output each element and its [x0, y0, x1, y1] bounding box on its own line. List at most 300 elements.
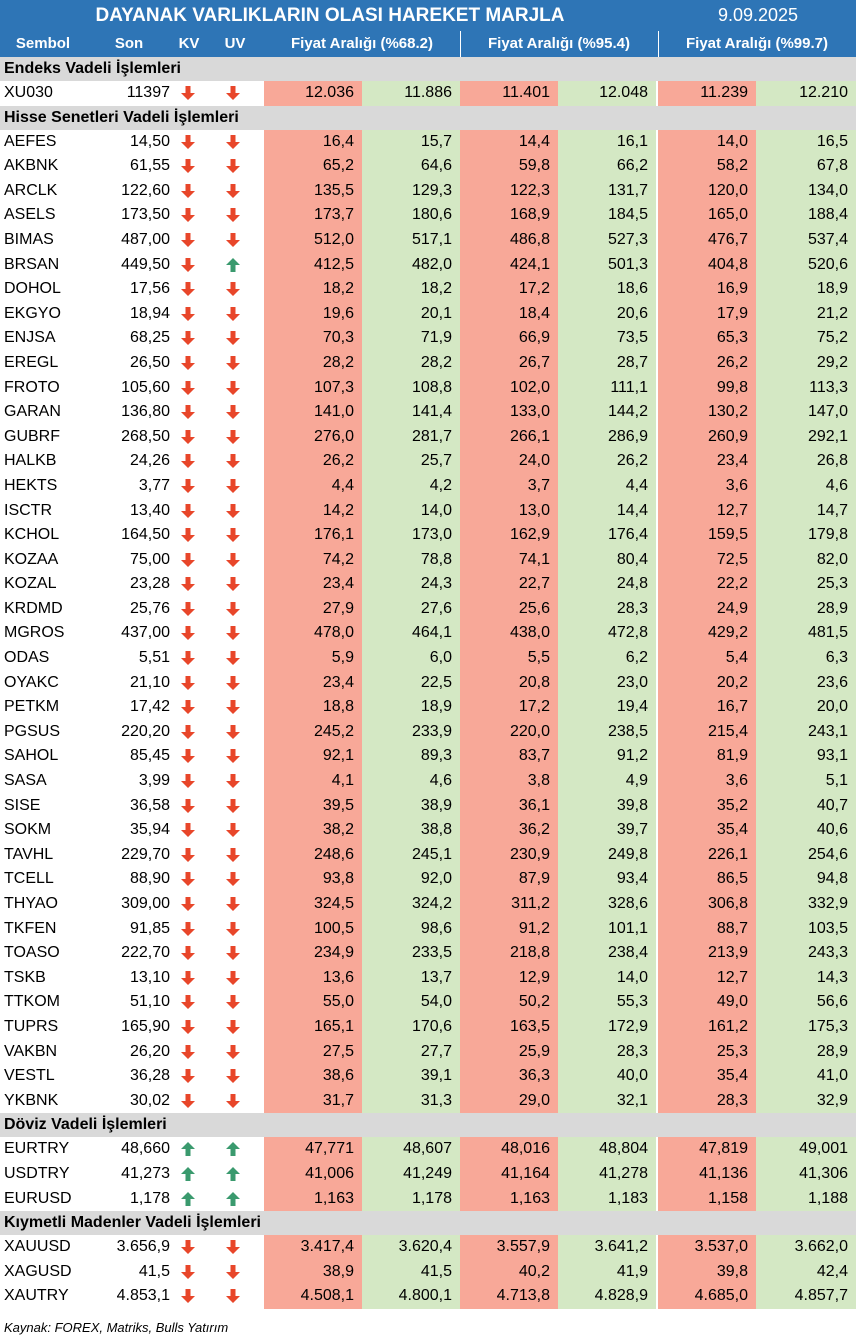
range-high-cell: 147,0	[756, 400, 856, 425]
arrow-down-icon	[222, 499, 244, 524]
section-header: Döviz Vadeli İşlemleri	[0, 1113, 856, 1137]
range-high-cell: 24,8	[558, 572, 656, 597]
arrow-down-icon	[222, 941, 244, 966]
range-high-cell: 292,1	[756, 425, 856, 450]
symbol-cell: EREGL	[4, 353, 59, 371]
arrow-down-icon	[177, 1015, 199, 1040]
last-price-cell: 437,00	[121, 624, 170, 642]
arrow-down-icon	[177, 277, 199, 302]
range-low-cell: 20,2	[658, 671, 756, 696]
range-low-cell: 22,2	[658, 572, 756, 597]
last-price-cell: 61,55	[129, 157, 170, 175]
range-low-cell: 266,1	[460, 425, 558, 450]
range-low-cell: 59,8	[460, 154, 558, 179]
range-low-cell: 25,6	[460, 597, 558, 622]
range-high-cell: 40,6	[756, 818, 856, 843]
range-high-cell: 41,0	[756, 1064, 856, 1089]
range-low-cell: 92,1	[264, 744, 362, 769]
range-high-cell: 170,6	[362, 1015, 460, 1040]
last-price-cell: 18,94	[129, 304, 170, 322]
table-row	[0, 523, 856, 548]
arrow-down-icon	[177, 966, 199, 991]
range-high-cell: 238,5	[558, 720, 656, 745]
range-low-cell: 1,163	[264, 1187, 362, 1212]
range-low-cell: 41,136	[658, 1162, 756, 1187]
last-price-cell: 68,25	[129, 329, 170, 347]
range-low-cell: 14,2	[264, 499, 362, 524]
last-price-cell: 17,42	[129, 698, 170, 716]
table-row	[0, 917, 856, 942]
last-price-cell: 222,70	[121, 944, 170, 962]
range-low-cell: 3,8	[460, 769, 558, 794]
range-low-cell: 4.508,1	[264, 1284, 362, 1309]
table-row	[0, 1162, 856, 1187]
arrow-down-icon	[222, 449, 244, 474]
symbol-cell: TSKB	[4, 968, 46, 986]
section-header: Endeks Vadeli İşlemleri	[0, 57, 856, 81]
symbol-cell: ISCTR	[4, 501, 52, 519]
range-low-cell: 47,771	[264, 1137, 362, 1162]
table-row	[0, 400, 856, 425]
range-low-cell: 31,7	[264, 1089, 362, 1114]
range-high-cell: 41,5	[362, 1260, 460, 1285]
range-high-cell: 41,306	[756, 1162, 856, 1187]
arrow-down-icon	[177, 179, 199, 204]
range-high-cell: 520,6	[756, 253, 856, 278]
last-price-cell: 487,00	[121, 230, 170, 248]
last-price-cell: 21,10	[129, 673, 170, 691]
last-price-cell: 48,660	[121, 1140, 170, 1158]
last-price-cell: 4.853,1	[116, 1287, 170, 1305]
range-low-cell: 248,6	[264, 843, 362, 868]
symbol-cell: XAUTRY	[4, 1287, 69, 1305]
range-low-cell: 39,8	[658, 1260, 756, 1285]
range-low-cell: 13,0	[460, 499, 558, 524]
range-high-cell: 22,5	[362, 671, 460, 696]
arrow-down-icon	[222, 695, 244, 720]
table-row	[0, 474, 856, 499]
range-low-cell: 47,819	[658, 1137, 756, 1162]
range-low-cell: 230,9	[460, 843, 558, 868]
header-uv: UV	[224, 35, 246, 52]
arrow-down-icon	[177, 572, 199, 597]
symbol-cell: TKFEN	[4, 919, 57, 937]
range-low-cell: 120,0	[658, 179, 756, 204]
arrow-down-icon	[222, 720, 244, 745]
range-high-cell: 6,3	[756, 646, 856, 671]
range-low-cell: 141,0	[264, 400, 362, 425]
arrow-down-icon	[222, 351, 244, 376]
range-high-cell: 131,7	[558, 179, 656, 204]
range-high-cell: 19,4	[558, 695, 656, 720]
range-high-cell: 111,1	[558, 376, 656, 401]
range-low-cell: 26,7	[460, 351, 558, 376]
range-low-cell: 36,1	[460, 794, 558, 819]
table-row	[0, 326, 856, 351]
arrow-down-icon	[177, 917, 199, 942]
arrow-down-icon	[177, 154, 199, 179]
range-low-cell: 81,9	[658, 744, 756, 769]
arrow-down-icon	[177, 449, 199, 474]
range-high-cell: 48,607	[362, 1137, 460, 1162]
symbol-cell: THYAO	[4, 895, 58, 912]
range-high-cell: 4.857,7	[756, 1284, 856, 1309]
range-high-cell: 286,9	[558, 425, 656, 450]
arrow-down-icon	[222, 843, 244, 868]
symbol-cell: BRSAN	[4, 255, 60, 273]
range-high-cell: 16,5	[756, 130, 856, 155]
arrow-down-icon	[177, 1260, 199, 1285]
range-high-cell: 28,2	[362, 351, 460, 376]
range-low-cell: 4.685,0	[658, 1284, 756, 1309]
range-low-cell: 220,0	[460, 720, 558, 745]
arrow-down-icon	[177, 892, 199, 917]
range-low-cell: 4,4	[264, 474, 362, 499]
arrow-down-icon	[177, 646, 199, 671]
symbol-cell: FROTO	[4, 378, 60, 396]
range-low-cell: 173,7	[264, 203, 362, 228]
range-low-cell: 3.557,9	[460, 1235, 558, 1260]
range-high-cell: 23,6	[756, 671, 856, 696]
last-price-cell: 24,26	[129, 452, 170, 470]
range-high-cell: 27,7	[362, 1040, 460, 1065]
range-high-cell: 67,8	[756, 154, 856, 179]
range-high-cell: 6,2	[558, 646, 656, 671]
range-high-cell: 173,0	[362, 523, 460, 548]
arrow-down-icon	[177, 474, 199, 499]
range-low-cell: 26,2	[264, 449, 362, 474]
table-row	[0, 81, 856, 106]
range-high-cell: 39,1	[362, 1064, 460, 1089]
table-row	[0, 179, 856, 204]
table-row	[0, 154, 856, 179]
range-low-cell: 29,0	[460, 1089, 558, 1114]
range-high-cell: 21,2	[756, 302, 856, 327]
range-low-cell: 70,3	[264, 326, 362, 351]
arrow-down-icon	[222, 302, 244, 327]
range-high-cell: 324,2	[362, 892, 460, 917]
range-low-cell: 5,5	[460, 646, 558, 671]
range-high-cell: 176,4	[558, 523, 656, 548]
last-price-cell: 11397	[126, 84, 170, 101]
range-low-cell: 74,2	[264, 548, 362, 573]
header-range-954: Fiyat Aralığı (%95.4)	[488, 35, 630, 52]
title-bar	[0, 0, 856, 31]
arrow-down-icon	[177, 1064, 199, 1089]
last-price-cell: 91,85	[129, 919, 170, 937]
table-row	[0, 1040, 856, 1065]
range-high-cell: 40,0	[558, 1064, 656, 1089]
header-sembol: Sembol	[15, 35, 71, 52]
arrow-down-icon	[222, 1235, 244, 1260]
range-high-cell: 14,0	[362, 499, 460, 524]
range-high-cell: 25,3	[756, 572, 856, 597]
range-high-cell: 20,0	[756, 695, 856, 720]
arrow-down-icon	[222, 1015, 244, 1040]
table-row	[0, 720, 856, 745]
symbol-cell: YKBNK	[4, 1091, 59, 1109]
arrow-down-icon	[222, 621, 244, 646]
range-low-cell: 3.417,4	[264, 1235, 362, 1260]
range-high-cell: 527,3	[558, 228, 656, 253]
last-price-cell: 309,00	[121, 895, 170, 912]
range-low-cell: 24,9	[658, 597, 756, 622]
last-price-cell: 220,20	[121, 722, 170, 740]
arrow-down-icon	[177, 621, 199, 646]
range-low-cell: 55,0	[264, 990, 362, 1015]
arrow-down-icon	[177, 695, 199, 720]
table-row	[0, 228, 856, 253]
last-price-cell: 51,10	[129, 993, 170, 1011]
range-high-cell: 113,3	[756, 376, 856, 401]
range-low-cell: 28,2	[264, 351, 362, 376]
range-high-cell: 464,1	[362, 621, 460, 646]
range-low-cell: 1,163	[460, 1187, 558, 1212]
arrow-down-icon	[222, 400, 244, 425]
symbol-cell: EURTRY	[4, 1140, 70, 1158]
range-low-cell: 165,1	[264, 1015, 362, 1040]
range-low-cell: 99,8	[658, 376, 756, 401]
arrow-down-icon	[177, 867, 199, 892]
range-high-cell: 472,8	[558, 621, 656, 646]
arrow-down-icon	[222, 326, 244, 351]
arrow-down-icon	[222, 474, 244, 499]
report-date: 9.09.2025	[717, 5, 799, 25]
symbol-cell: XU030	[4, 84, 53, 101]
range-low-cell: 3,6	[658, 474, 756, 499]
range-low-cell: 12,9	[460, 966, 558, 991]
range-high-cell: 238,4	[558, 941, 656, 966]
range-high-cell: 4,9	[558, 769, 656, 794]
arrow-down-icon	[177, 843, 199, 868]
range-low-cell: 12,7	[658, 499, 756, 524]
range-high-cell: 332,9	[756, 892, 856, 917]
range-low-cell: 49,0	[658, 990, 756, 1015]
symbol-cell: TCELL	[4, 870, 54, 888]
range-low-cell: 245,2	[264, 720, 362, 745]
arrow-down-icon	[222, 744, 244, 769]
range-low-cell: 74,1	[460, 548, 558, 573]
range-high-cell: 32,9	[756, 1089, 856, 1114]
symbol-cell: KOZAL	[4, 575, 57, 593]
last-price-cell: 35,94	[129, 821, 170, 839]
range-low-cell: 162,9	[460, 523, 558, 548]
symbol-cell: GARAN	[4, 403, 61, 421]
table-row	[0, 818, 856, 843]
table-row	[0, 203, 856, 228]
arrow-up-icon	[177, 1137, 199, 1162]
table-row	[0, 621, 856, 646]
range-high-cell: 75,2	[756, 326, 856, 351]
range-low-cell: 23,4	[264, 572, 362, 597]
table-row	[0, 1137, 856, 1162]
range-high-cell: 39,7	[558, 818, 656, 843]
last-price-cell: 136,80	[121, 403, 170, 421]
range-low-cell: 3,6	[658, 769, 756, 794]
table-row	[0, 990, 856, 1015]
symbol-cell: VESTL	[4, 1067, 55, 1085]
range-high-cell: 42,4	[756, 1260, 856, 1285]
range-high-cell: 4.828,9	[558, 1284, 656, 1309]
range-high-cell: 73,5	[558, 326, 656, 351]
range-low-cell: 159,5	[658, 523, 756, 548]
symbol-cell: PGSUS	[4, 722, 61, 740]
last-price-cell: 75,00	[129, 550, 170, 568]
arrow-down-icon	[177, 818, 199, 843]
table-row	[0, 1260, 856, 1285]
range-low-cell: 17,9	[658, 302, 756, 327]
table-row	[0, 867, 856, 892]
range-high-cell: 243,1	[756, 720, 856, 745]
range-high-cell: 108,8	[362, 376, 460, 401]
range-low-cell: 65,2	[264, 154, 362, 179]
range-low-cell: 476,7	[658, 228, 756, 253]
range-high-cell: 129,3	[362, 179, 460, 204]
range-high-cell: 501,3	[558, 253, 656, 278]
range-high-cell: 93,1	[756, 744, 856, 769]
range-high-cell: 41,9	[558, 1260, 656, 1285]
range-low-cell: 17,2	[460, 277, 558, 302]
symbol-cell: VAKBN	[4, 1042, 58, 1060]
table-row	[0, 646, 856, 671]
last-price-cell: 25,76	[129, 599, 170, 617]
symbol-cell: DOHOL	[4, 280, 61, 298]
last-price-cell: 17,56	[129, 280, 170, 298]
range-high-cell: 28,7	[558, 351, 656, 376]
range-high-cell: 281,7	[362, 425, 460, 450]
range-low-cell: 478,0	[264, 621, 362, 646]
last-price-cell: 164,50	[121, 526, 170, 544]
range-low-cell: 135,5	[264, 179, 362, 204]
arrow-down-icon	[177, 376, 199, 401]
arrow-down-icon	[177, 548, 199, 573]
arrow-down-icon	[177, 720, 199, 745]
range-low-cell: 16,9	[658, 277, 756, 302]
table-row	[0, 130, 856, 155]
range-low-cell: 36,2	[460, 818, 558, 843]
symbol-cell: BIMAS	[4, 230, 54, 248]
range-high-cell: 98,6	[362, 917, 460, 942]
last-price-cell: 26,20	[129, 1042, 170, 1060]
range-low-cell: 213,9	[658, 941, 756, 966]
range-high-cell: 4,4	[558, 474, 656, 499]
table-row	[0, 769, 856, 794]
header-range-682: Fiyat Aralığı (%68.2)	[291, 35, 433, 52]
range-high-cell: 180,6	[362, 203, 460, 228]
arrow-down-icon	[222, 966, 244, 991]
symbol-cell: KRDMD	[4, 599, 63, 617]
range-high-cell: 28,9	[756, 597, 856, 622]
range-low-cell: 215,4	[658, 720, 756, 745]
range-high-cell: 28,9	[756, 1040, 856, 1065]
symbol-cell: KOZAA	[4, 550, 59, 568]
table-row	[0, 1015, 856, 1040]
last-price-cell: 85,45	[129, 747, 170, 765]
range-low-cell: 23,4	[264, 671, 362, 696]
arrow-up-icon	[222, 1162, 244, 1187]
range-low-cell: 25,9	[460, 1040, 558, 1065]
range-low-cell: 41,006	[264, 1162, 362, 1187]
arrow-down-icon	[222, 990, 244, 1015]
range-low-cell: 12.036	[264, 81, 362, 106]
table-row	[0, 1064, 856, 1089]
range-high-cell: 13,7	[362, 966, 460, 991]
range-low-cell: 25,3	[658, 1040, 756, 1065]
range-low-cell: 11.239	[658, 81, 756, 106]
arrow-down-icon	[177, 1040, 199, 1065]
table-row	[0, 425, 856, 450]
symbol-cell: USDTRY	[4, 1164, 70, 1182]
header-divider	[460, 31, 461, 57]
last-price-cell: 14,50	[129, 132, 170, 150]
last-price-cell: 105,60	[121, 378, 170, 396]
range-high-cell: 91,2	[558, 744, 656, 769]
range-low-cell: 133,0	[460, 400, 558, 425]
range-high-cell: 15,7	[362, 130, 460, 155]
last-price-cell: 449,50	[121, 255, 170, 273]
arrow-down-icon	[222, 154, 244, 179]
arrow-down-icon	[222, 228, 244, 253]
arrow-down-icon	[177, 990, 199, 1015]
last-price-cell: 26,50	[129, 353, 170, 371]
header-kv: KV	[178, 35, 200, 52]
symbol-cell: EKGYO	[4, 304, 61, 322]
range-low-cell: 38,2	[264, 818, 362, 843]
range-low-cell: 5,4	[658, 646, 756, 671]
symbol-cell: ENJSA	[4, 329, 56, 347]
symbol-cell: MGROS	[4, 624, 65, 642]
symbol-cell: AEFES	[4, 132, 57, 150]
last-price-cell: 41,5	[138, 1262, 170, 1280]
table-row	[0, 744, 856, 769]
arrow-down-icon	[177, 400, 199, 425]
arrow-down-icon	[222, 769, 244, 794]
range-low-cell: 324,5	[264, 892, 362, 917]
range-low-cell: 93,8	[264, 867, 362, 892]
section-header: Kıymetli Madenler Vadeli İşlemleri	[0, 1211, 856, 1235]
arrow-down-icon	[222, 1064, 244, 1089]
range-low-cell: 306,8	[658, 892, 756, 917]
range-low-cell: 14,4	[460, 130, 558, 155]
range-high-cell: 18,2	[362, 277, 460, 302]
symbol-cell: HALKB	[4, 452, 57, 470]
range-low-cell: 4.713,8	[460, 1284, 558, 1309]
range-low-cell: 122,3	[460, 179, 558, 204]
symbol-cell: SAHOL	[4, 747, 59, 765]
range-low-cell: 5,9	[264, 646, 362, 671]
range-high-cell: 4,6	[756, 474, 856, 499]
range-high-cell: 101,1	[558, 917, 656, 942]
range-high-cell: 3.662,0	[756, 1235, 856, 1260]
range-low-cell: 276,0	[264, 425, 362, 450]
range-high-cell: 1,188	[756, 1187, 856, 1212]
last-price-cell: 41,273	[121, 1164, 170, 1182]
range-low-cell: 27,5	[264, 1040, 362, 1065]
range-low-cell: 91,2	[460, 917, 558, 942]
symbol-cell: XAGUSD	[4, 1262, 72, 1280]
range-low-cell: 35,4	[658, 1064, 756, 1089]
range-high-cell: 537,4	[756, 228, 856, 253]
last-price-cell: 36,58	[129, 796, 170, 814]
range-high-cell: 78,8	[362, 548, 460, 573]
range-high-cell: 14,0	[558, 966, 656, 991]
range-high-cell: 48,804	[558, 1137, 656, 1162]
table-row	[0, 572, 856, 597]
arrow-down-icon	[177, 351, 199, 376]
range-high-cell: 71,9	[362, 326, 460, 351]
header-divider	[658, 31, 659, 57]
range-high-cell: 28,3	[558, 597, 656, 622]
